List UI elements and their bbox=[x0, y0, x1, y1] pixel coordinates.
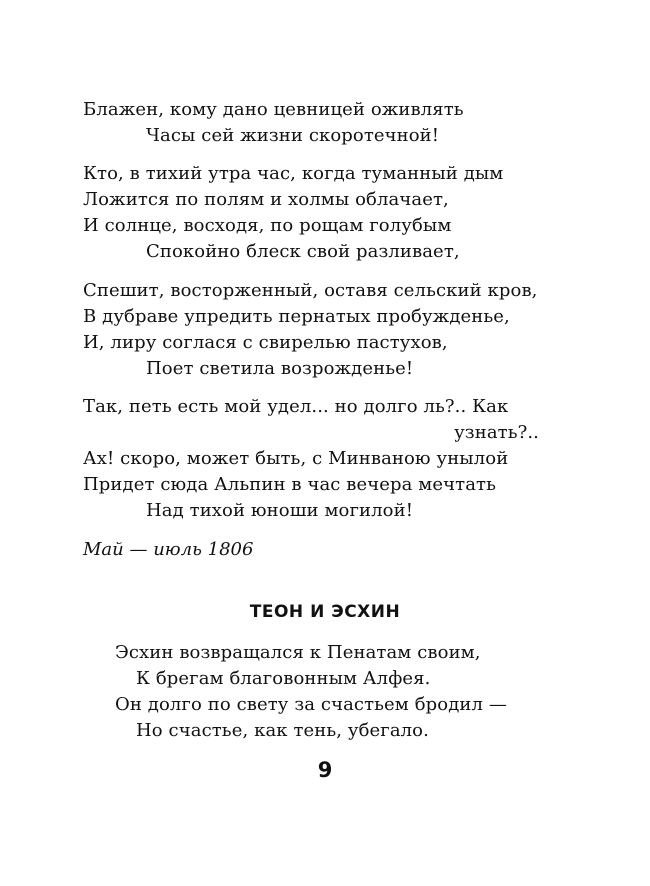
poem-line: Он долго по свету за счастьем бродил — bbox=[115, 694, 507, 715]
poem-line: Так, петь есть мой удел... но долго ль?.. Как bbox=[83, 396, 509, 417]
poem-line: И, лиру соглася с свирелью пастухов, bbox=[83, 332, 448, 353]
poem-line: Ложится по полям и холмы облачает, bbox=[83, 189, 449, 210]
poem-line: В дубраве упредить пернатых пробужденье, bbox=[83, 306, 510, 327]
poem-line: Блажен, кому дано цевницей оживлять bbox=[83, 99, 464, 120]
poem-line: И солнце, восходя, по рощам голубым bbox=[83, 215, 452, 236]
poem-line: Придет сюда Альпин в час вечера мечтать bbox=[83, 474, 497, 495]
poem-line: Часы сей жизни скоротечной! bbox=[146, 125, 440, 146]
poem-line: Эсхин возвращался к Пенатам своим, bbox=[115, 642, 481, 663]
poem-line-continuation: узнать?.. bbox=[454, 422, 539, 443]
poem-title: ТЕОН И ЭСХИН bbox=[249, 602, 401, 622]
page-number: 9 bbox=[317, 758, 333, 782]
poem-line: К брегам благовонным Алфея. bbox=[136, 668, 431, 689]
poem-line: Над тихой юноши могилой! bbox=[146, 500, 414, 521]
poem-date: Май — июль 1806 bbox=[83, 539, 254, 560]
poem-line: Кто, в тихий утра час, когда туманный дым bbox=[83, 163, 504, 184]
poem-line: Ах! скоро, может быть, с Минваною унылой bbox=[83, 448, 509, 469]
poem-line: Но счастье, как тень, убегало. bbox=[136, 720, 429, 741]
poem-line: Спокойно блеск свой разливает, bbox=[146, 241, 460, 262]
poem-line: Спешит, восторженный, оставя сельский кров, bbox=[83, 280, 538, 301]
poem-line: Поет светила возрожденье! bbox=[146, 358, 414, 379]
